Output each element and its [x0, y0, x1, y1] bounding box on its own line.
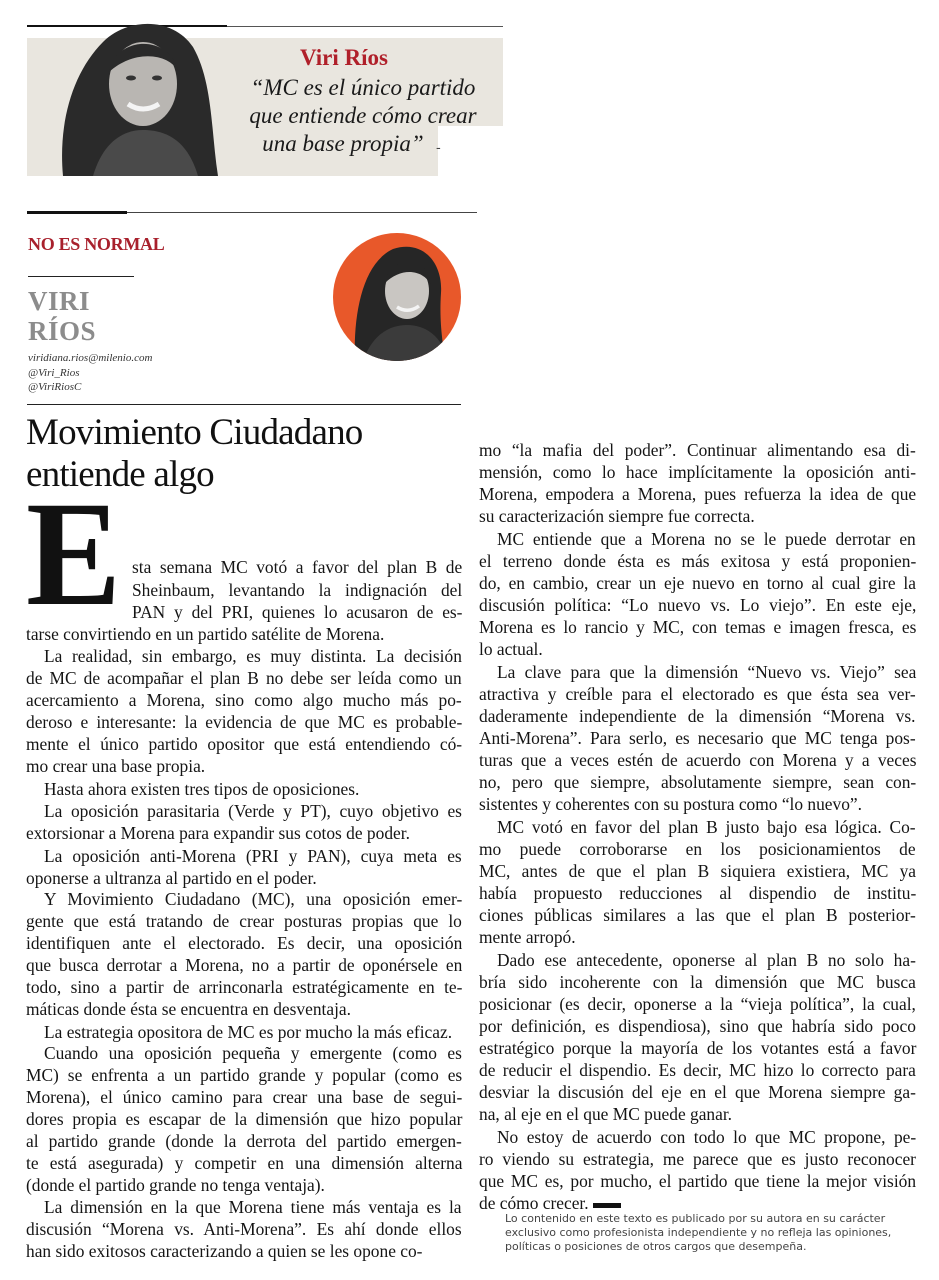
article-text-line: había propuesto reducciones al dispendio de institu- [479, 883, 917, 903]
article-text-line: MC votó en favor del plan B justo bajo esa lógica. Co- [497, 817, 916, 837]
article-text-line: La realidad, sin embargo, es muy distinta. La decisión [44, 646, 462, 666]
article-text-line: Morena), el único camino para crear una base de segui- [26, 1087, 463, 1107]
article-text-line: acercamiento a Morena, sino como algo mucho más po- [26, 690, 462, 710]
column-top-rule-thin [127, 212, 477, 213]
article-text-line: MC, antes de que el plan B siquiera existiera, MC ya [479, 861, 917, 881]
article-text-line: do, en cambio, crear un eje nuevo en torno al cual gire la [479, 573, 916, 593]
article-text-line: Cuando una oposición pequeña y emergente (como es [44, 1043, 462, 1063]
article-text-line: Sheinbaum, levantando la indignación del [132, 580, 463, 600]
author-portrait-photo [33, 12, 223, 176]
article-text-line: mente el único partido opositor que está entendiendo có- [26, 734, 463, 754]
article-text-line: de reducir el dispendio. Es decir, MC hizo lo correcto para [479, 1060, 916, 1080]
banner-top-rule-thin [227, 26, 503, 27]
article-text-line: Morena, empodera a Morena, pues refuerza la idea de que [479, 484, 917, 504]
quote-line: una base propia” [262, 131, 424, 156]
article-text-line: No estoy de acuerdo con todo lo que MC propone, pe- [497, 1127, 917, 1147]
article-text-line: máticas donde ésta se encuentra en desventaja. [26, 999, 351, 1019]
article-text-line: mo crear una base propia. [26, 756, 206, 776]
article-text-line: de MC de acompañar el plan B no debe ser leída como un [26, 668, 462, 688]
article-text-line: que MC es, por mucho, el partido que tiene la mejor visión [479, 1171, 917, 1191]
article-text-line: MC) se enfrenta a un partido grande y popular (como es [26, 1065, 463, 1085]
article-text-line: extorsionar a Morena para expandir sus cotos de poder. [26, 823, 410, 843]
article-text-line: PAN y del PRI, quienes lo acusaron de es- [132, 602, 463, 622]
article-text-line: dores propia es escapar de la dimensión que hizo popular [26, 1109, 463, 1129]
article-text-line: La estrategia opositora de MC es por mucho la más eficaz. [44, 1022, 453, 1042]
article-text-line: por definición, es dispendiosa), sino que habría sido poco [479, 1016, 916, 1036]
end-of-article-mark [593, 1203, 621, 1208]
headline-line: entiende algo [26, 454, 214, 495]
column-section-title: NO ES NORMAL [28, 234, 165, 254]
article-text-line: (donde el partido grande no tenga ventaja). [26, 1175, 325, 1195]
article-text-line: no, pero que siempre, absolutamente siempre, sean con- [479, 772, 917, 792]
article-text-line: bría sido incoherente con la dimensión que MC busca [479, 972, 916, 992]
article-text-line: Anti-Morena”. Para serlo, es necesario que MC tenga pos- [479, 728, 916, 748]
section-divider [28, 276, 134, 277]
article-text-line: discusión política: “Lo nuevo vs. Lo viejo”. En este eje, [479, 595, 917, 615]
article-text-line: todo, sino a partir de arrinconarla estratégicamente en te- [26, 977, 463, 997]
article-text-line: te está asegurada) y competir en una dimensión alterna [26, 1153, 463, 1173]
article-text-line: sistentes y coherentes con su postura como “lo nuevo”. [479, 794, 862, 814]
article-text-line: La dimensión en la que Morena tiene más ventaja es la [44, 1197, 462, 1217]
article-text-line: tarse convirtiendo en un partido satélite de Morena. [26, 624, 385, 644]
article-text-line: Hasta ahora existen tres tipos de oposiciones. [44, 779, 360, 799]
author-last-name: RÍOS [28, 316, 97, 346]
article-text-line: oponerse a ultranza al partido en el poder. [26, 868, 317, 888]
quote-line: “MC es el único partido [250, 75, 476, 100]
article-text-line: gente que está tratando de crear posturas propias que lo [26, 911, 462, 931]
article-text-line: Y Movimiento Ciudadano (MC), una oposición emer- [44, 889, 463, 909]
drop-cap: E [26, 471, 122, 637]
author-twitter-2[interactable]: @ViriRiosC [28, 381, 82, 393]
article-text-line: discusión “Morena vs. Anti-Morena”. Es ahí donde ellos [26, 1219, 462, 1239]
article-text-line: han sido exitosos caracterizando a quien se les opone co- [26, 1241, 423, 1261]
banner-quote [218, 74, 508, 158]
article-text-line: identifiquen ante el electorado. Es decir, una oposición [26, 933, 463, 953]
article-text-line: La clave para que la dimensión “Nuevo vs. Viejo” sea [497, 662, 917, 682]
article-text-line: La oposición parasitaria (Verde y PT), cuyo objetivo es [44, 801, 462, 821]
article-text-line: Dado ese antecedente, oponerse al plan B no solo ha- [497, 950, 916, 970]
article-text-line: de cómo crecer. [479, 1193, 621, 1213]
article-text-line: mensión, como lo hace implícitamente la oposición anti- [479, 462, 917, 482]
article-text-line: sta semana MC votó a favor del plan B de [132, 557, 463, 577]
article-text-line: al partido grande (donde la derrota del partido emergen- [26, 1131, 462, 1151]
column-header-bottom-rule [27, 404, 461, 405]
quote-dash: - [436, 140, 441, 156]
article-text-line: atractiva y creíble para el electorado es que ésta sea ver- [479, 684, 916, 704]
article-text-line: ciones públicas similares a las que el plan B posterior- [479, 905, 916, 925]
article-text-line: ro viendo su estrategia, me parece que es justo reconocer [479, 1149, 916, 1169]
article-text-line: mo puede corroborarse en los posicionamientos de [479, 839, 916, 859]
author-first-name: VIRI [28, 286, 91, 316]
article-text-line: que busca derrotar a Morena, no a partir de oponérsele en [26, 955, 463, 975]
author-twitter-1[interactable]: @Viri_Rios [28, 366, 80, 379]
author-disclaimer: Lo contenido en este texto es publicado por su autora en su carácter exclusivo como profesionista independiente y no refleja las opiniones, políticas o posiciones de otros cargos que desempeña. [505, 1212, 892, 1253]
article-text-line: Morena es lo rancio y MC, con temas e imagen fresca, es [479, 617, 917, 637]
article-text-line: na, al eje en el que MC puede ganar. [479, 1104, 733, 1124]
article-text-line: estratégico porque la mayoría de los votantes está a favor [479, 1038, 917, 1058]
author-contacts [28, 351, 152, 395]
article-text-line: posicionar (es decir, oponerse a la “vieja política”, la cual, [479, 994, 916, 1014]
author-avatar [333, 233, 461, 361]
author-email[interactable]: viridiana.rios@milenio.com [28, 352, 153, 364]
article-text-line: MC entiende que a Morena no se le puede derrotar en [497, 529, 916, 549]
article-text-line: mente arropó. [479, 927, 576, 947]
article-text-line: turas que a veces estén de acuerdo con Morena y a veces [479, 750, 917, 770]
banner-author-name: Viri Ríos [300, 45, 388, 70]
column-top-rule [27, 211, 127, 214]
article-text-line: deroso e interesante: la evidencia de que MC es probable- [26, 712, 463, 732]
column-author-name [28, 286, 96, 346]
article-text-line: mo “la mafia del poder”. Continuar alimentando esa di- [479, 440, 916, 460]
article-text-line: desviar la discusión del eje en el que Morena siempre ga- [479, 1082, 916, 1102]
headline-line: Movimiento Ciudadano [26, 412, 363, 453]
article-text-line: daderamente independiente de la dimensión “Morena vs. [479, 706, 916, 726]
quote-line: que entiende cómo crear [249, 103, 477, 128]
article-text-line: La oposición anti-Morena (PRI y PAN), cuya meta es [44, 846, 462, 866]
article-text-line: lo actual. [479, 639, 543, 659]
article-text-line: su caracterización siempre fue correcta. [479, 506, 755, 526]
article-text-line: el terreno donde ésta es más exitosa y está proponien- [479, 551, 917, 571]
